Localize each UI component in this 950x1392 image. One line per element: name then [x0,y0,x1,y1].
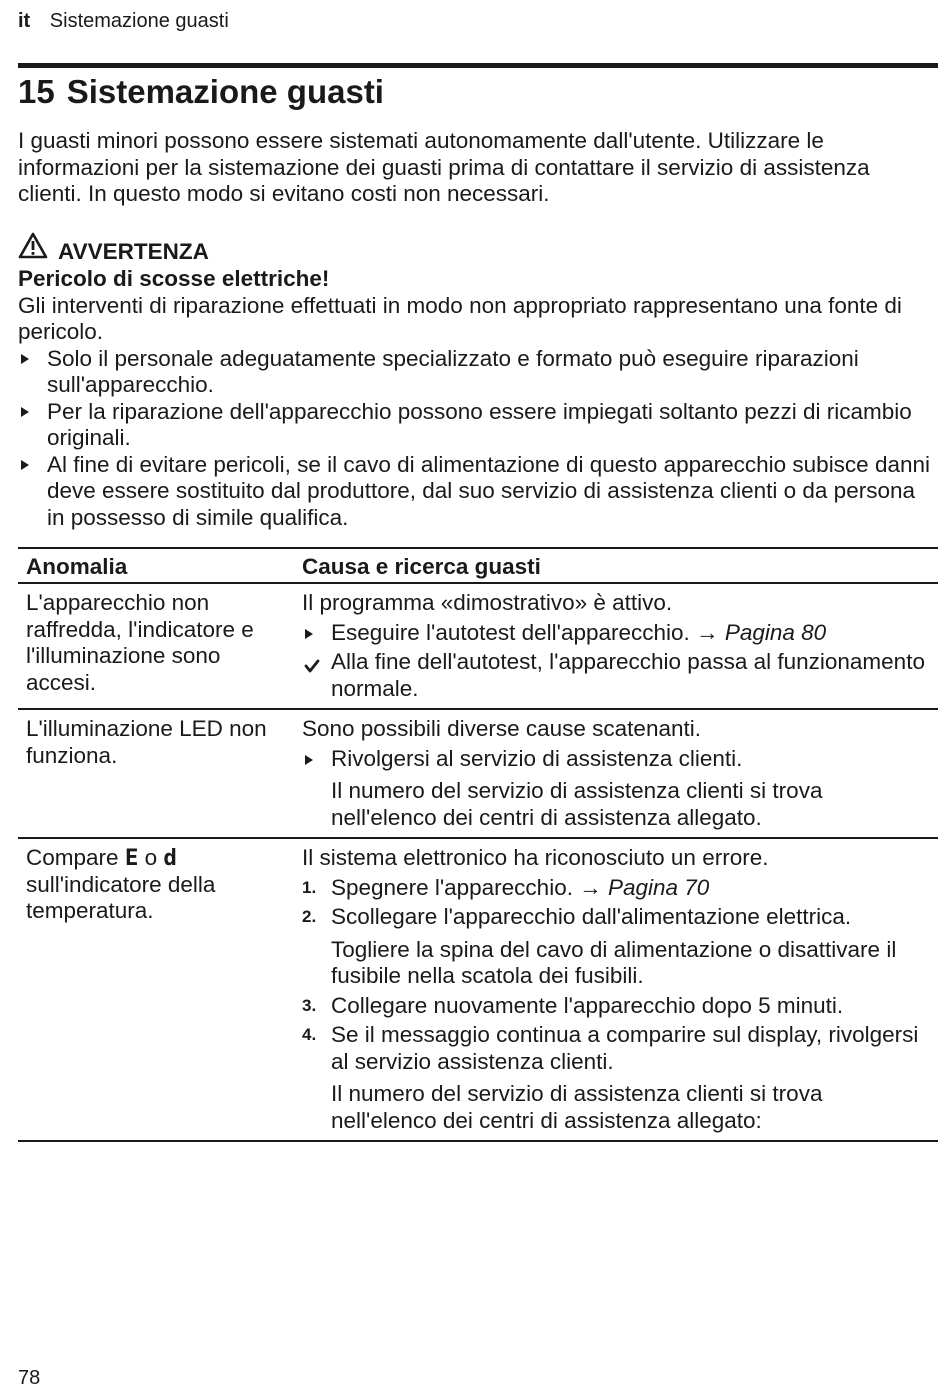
fault-cell: L'apparecchio non raffredda, l'indicatore e l'illuminazione sono accesi. [18,583,294,709]
fault-cell: Compare E o d sull'indicatore della temperatura. [18,838,294,1141]
table-row [18,838,938,1141]
column-header-anomalia: Anomalia [18,548,294,583]
page-reference-link[interactable]: → Pagina 70 [579,874,710,900]
warning-title [18,232,938,266]
running-header [18,8,229,34]
bullet-arrow-icon [21,407,29,417]
header-rule [18,63,938,68]
step-note: Togliere la spina del cavo di alimentazione o disattivare il fusibile nella scatola dei fusibili. [331,936,897,988]
cause-text: Il programma «dimostrativo» è attivo. [302,590,673,615]
page-number: 78 [18,1367,41,1389]
step-number: 1. [302,877,317,897]
cause-text: Il sistema elettronico ha riconosciuto un errore. [302,845,769,870]
step-number: 2. [302,907,317,926]
bullet-arrow-icon [305,755,313,765]
display-code-d: d [163,845,177,871]
bullet-arrow-icon [21,354,29,364]
step-number: 4. [302,1025,317,1044]
list-item: Alla fine dell'autotest, l'apparecchio passa al funzionamento normale. [302,649,930,702]
warning-bullet-list [18,346,938,532]
table-row [18,709,938,838]
checkmark-icon [304,654,320,681]
language-code: it [18,10,31,32]
remedy-list [302,620,930,703]
cause-cell [294,583,938,709]
bullet-arrow-icon [305,629,313,639]
warning-subtitle: Pericolo di scosse elettriche! [18,266,330,291]
warning-label: AVVERTENZA [58,239,209,264]
remedy-steps [302,875,930,931]
list-item: Solo il personale adeguatamente specializzato e formato può eseguire riparazioni sull'apparecchio. [18,346,938,399]
list-item: Al fine di evitare pericoli, se il cavo di alimentazione di questo apparecchio subisce danni deve essere sostituito dal produttore, dal suo servizio di assistenza clienti o da persona in possesso di simile qualifica. [18,452,938,532]
chapter-number: 15 [18,73,55,110]
chapter-title: Sistemazione guasti [66,73,384,110]
troubleshooting-table [18,547,938,1142]
table-header-row [18,548,938,583]
display-code-e: E [124,845,139,871]
list-item: 1. Spegnere l'apparecchio. → Pagina 70 [302,874,710,900]
cause-cell [294,838,938,1141]
cause-cell [294,709,938,838]
page-title [18,72,384,112]
header-section-title: Sistemazione guasti [49,10,229,32]
fault-cell: L'illuminazione LED non funziona. [18,709,294,838]
step-number: 3. [302,995,317,1015]
column-header-causa: Causa e ricerca guasti [294,548,938,583]
list-item: 2. Scollegare l'apparecchio dall'alimentazione elettrica. [302,904,852,929]
bullet-arrow-icon [21,460,29,470]
table-row [18,583,938,709]
remedy-list [302,746,930,773]
warning-body: Gli interventi di riparazione effettuati in modo non appropriato rappresentano una fonte di pericolo. [18,292,902,344]
warning-triangle-icon [18,232,48,266]
list-item: Per la riparazione dell'apparecchio possono essere impiegati soltanto pezzi di ricambio originali. [18,399,938,452]
cause-text: Sono possibili diverse cause scatenanti. [302,716,701,741]
intro-paragraph: I guasti minori possono essere sistemati autonomamente dall'utente. Utilizzare le informazioni per la sistemazione dei guasti prima di contattare il servizio di assistenza clienti. In questo modo si evitano costi non necessari. [18,128,870,206]
page-reference-link[interactable]: → Pagina 80 [696,619,827,645]
list-item: 3. Collegare nuovamente l'apparecchio dopo 5 minuti. [302,992,844,1018]
warning-block [18,232,938,531]
list-item: Rivolgersi al servizio di assistenza clienti. [302,746,930,773]
service-note: Il numero del servizio di assistenza clienti si trova nell'elenco dei centri di assistenza allegato: [331,1081,823,1133]
service-note: Il numero del servizio di assistenza clienti si trova nell'elenco dei centri di assistenza allegato. [331,778,823,830]
remedy-steps-continued [302,993,930,1076]
list-item: 4. Se il messaggio continua a comparire sul display, rivolgersi al servizio assistenza clienti. [302,1022,919,1074]
list-item: Eseguire l'autotest dell'apparecchio. → Pagina 80 [302,620,930,647]
